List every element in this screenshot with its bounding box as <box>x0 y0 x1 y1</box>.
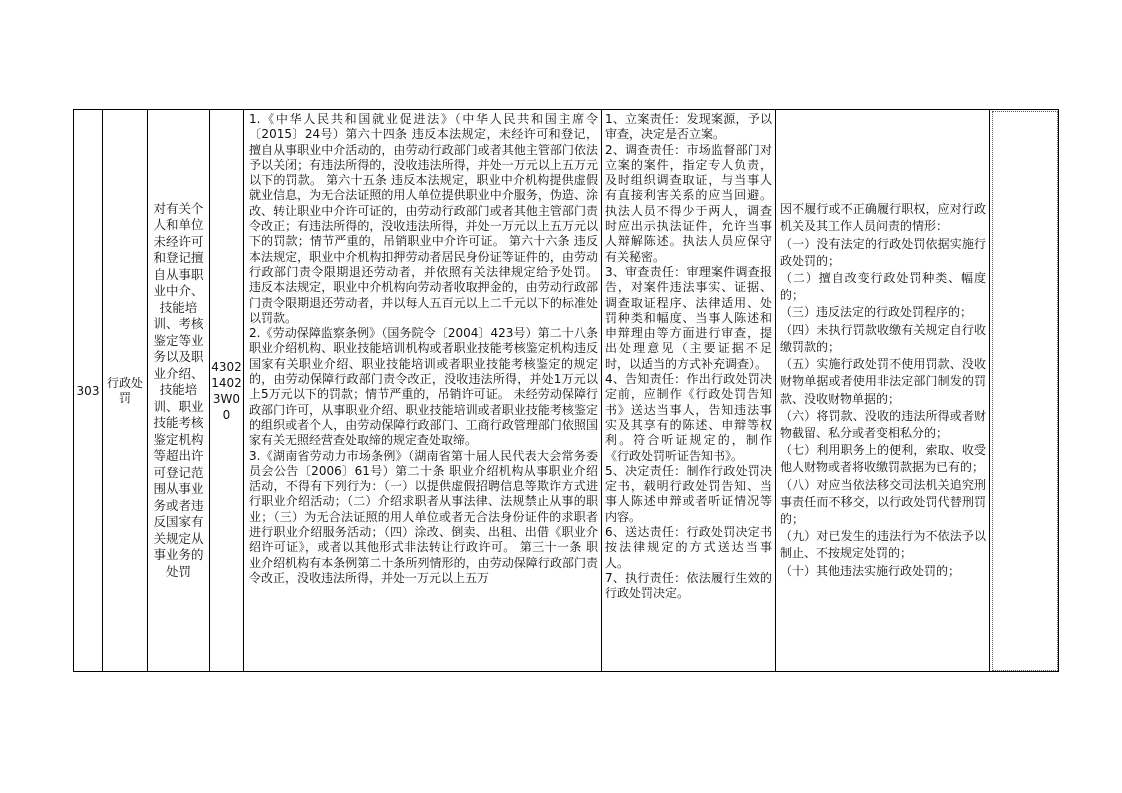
table-row <box>74 110 1059 672</box>
accountability-item: （五）实施行政处罚不使用罚款、没收财物单据或者使用非法定部门制发的罚款、没收财物单据的； <box>780 357 986 406</box>
accountability-item: （四）未执行罚款收缴有关规定自行收缴罚款的； <box>780 322 986 354</box>
item-code: 43021402 3W00 <box>210 110 244 672</box>
remarks-box <box>992 111 1058 671</box>
responsibility-item: 3、审查责任：审理案件调查报告，对案件违法事实、证据、调查取证程序、法律适用、处罚种类和幅度、当事人陈述和申辩理由等方面进行审查，提出处理意见（主要证据不足时，以适当的方式补充调查）。 <box>605 264 772 371</box>
responsibility-item: 5、决定责任：制作行政处罚决定书，载明行政处罚告知、当事人陈述申辩或者听证情况等内容。 <box>605 463 772 524</box>
responsibility-cell <box>602 110 776 672</box>
responsibility-item: 6、送达责任：行政处罚决定书按法律规定的方式送达当事人。 <box>605 525 772 570</box>
accountability-item: （八）对应当依法移交司法机关追究刑事责任而不移交，以行政处罚代替刑罚的； <box>780 477 986 526</box>
accountability-item: （三）违反法定的行政处罚程序的； <box>780 305 973 320</box>
responsibility-item: 7、执行责任：依法履行生效的行政处罚决定。 <box>605 570 772 601</box>
power-list-table <box>73 109 1059 672</box>
accountability-item: （二）擅自改变行政处罚种类、幅度的； <box>780 271 986 303</box>
accountability-item: （十）其他违法实施行政处罚的； <box>780 563 961 578</box>
responsibility-item: 2、调查责任：市场监督部门对立案的案件，指定专人负责，及时组织调查取证，与当事人有直接利害关系的应当回避。执法人员不得少于两人，调查时应出示执法证件，允许当事人辩解陈述。执法人员应保守有关秘密。 <box>605 142 772 264</box>
accountability-item: （六）将罚款、没收的违法所得或者财物截留、私分或者变相私分的； <box>780 408 986 440</box>
power-type: 行政处罚 <box>103 110 148 672</box>
legal-basis-paragraph: 3.《湖南省劳动力市场条例》（湖南省第十届人民代表大会常务委员会公告〔2006〕61号）第二十条 职业介绍机构从事职业介绍活动，不得有下列行为：（一）以提供虚假招聘信息等欺诈方式进行职业介绍活动；（二）介绍求职者从事法律、法规禁止从事的职业；（三）为无合法证照的用人单位或者无合法身份证件的求职者进行职业介绍服务活动；（四）涂改、倒卖、出租、出借《职业介绍许可证》，或者以其他形式非法转让行政许可。 第三十一条 职业介绍机构有本条例第二十条所列情形的，由劳动保障行政部门责令改正，没收违法所得，并处一万元以上五万 <box>249 448 598 585</box>
legal-basis-cell <box>244 110 602 672</box>
responsibility-item: 4、告知责任：作出行政处罚决定前，应制作《行政处罚告知书》送达当事人，告知违法事实及其享有的陈述、申辩等权利。符合听证规定的，制作《行政处罚听证告知书》。 <box>605 372 772 463</box>
accountability-item: （七）利用职务上的便利，索取、收受他人财物或者将收缴罚款据为已有的； <box>780 443 986 475</box>
accountability-cell <box>776 110 990 672</box>
accountability-item: （九）对已发生的违法行为不依法予以制止、不按规定处罚的； <box>780 529 986 561</box>
legal-basis-paragraph: 1.《中华人民共和国就业促进法》（中华人民共和国主席令〔2015〕24号）第六十四条 违反本法规定，未经许可和登记，擅自从事职业中介活动的，由劳动行政部门或者其他主管部门依法予以关闭；有违法所得的，没收违法所得，并处一万元以上五万元以下的罚款。 第六十五条 违反本法规定，职业中介机构提供虚假就业信息，为无合法证照的用人单位提供职业中介服务，伪造、涂改、转让职业中介许可证的，由劳动行政部门或者其他主管部门责令改正；有违法所得的，没收违法所得，并处一万元以上五万元以下的罚款；情节严重的，吊销职业中介许可证。 第六十六条 违反本法规定，职业中介机构扣押劳动者居民身份证等证件的，由劳动行政部门责令限期退还劳动者，并依照有关法律规定给予处罚。 违反本法规定，职业中介机构向劳动者收取押金的，由劳动行政部门责令限期退还劳动者，并以每人五百元以上二千元以下的标准处以罚款。 <box>249 112 598 325</box>
item-name: 对有关个人和单位未经许可和登记擅自从事职业中介、技能培训、考核鉴定等业务以及职业介绍、技能培训、职业技能考核鉴定机构等超出许可登记范围从事业务或者违反国家有关规定从事业务的处罚 <box>148 110 210 672</box>
remarks-cell <box>990 110 1059 672</box>
accountability-item: 因不履行或不正确履行职权，应对行政机关及其工作人员问责的情形： <box>780 202 986 234</box>
legal-basis-paragraph: 2.《劳动保障监察条例》（国务院令〔2004〕423号）第二十八条职业介绍机构、职业技能培训机构或者职业技能考核鉴定机构违反国家有关职业介绍、职业技能培训或者职业技能考核鉴定的规定的，由劳动保障行政部门责令改正，没收违法所得，并处1万元以上5万元以下的罚款；情节严重的，吊销许可证。 未经劳动保障行政部门许可，从事职业介绍、职业技能培训或者职业技能考核鉴定的组织或者个人，由劳动保障行政部门、工商行政管理部门依照国家有关无照经营查处取缔的规定查处取缔。 <box>249 326 598 448</box>
row-number: 303 <box>74 110 103 672</box>
responsibility-item: 1、立案责任：发现案源，予以审查，决定是否立案。 <box>605 112 772 142</box>
accountability-item: （一）没有法定的行政处罚依据实施行政处罚的； <box>780 236 986 268</box>
